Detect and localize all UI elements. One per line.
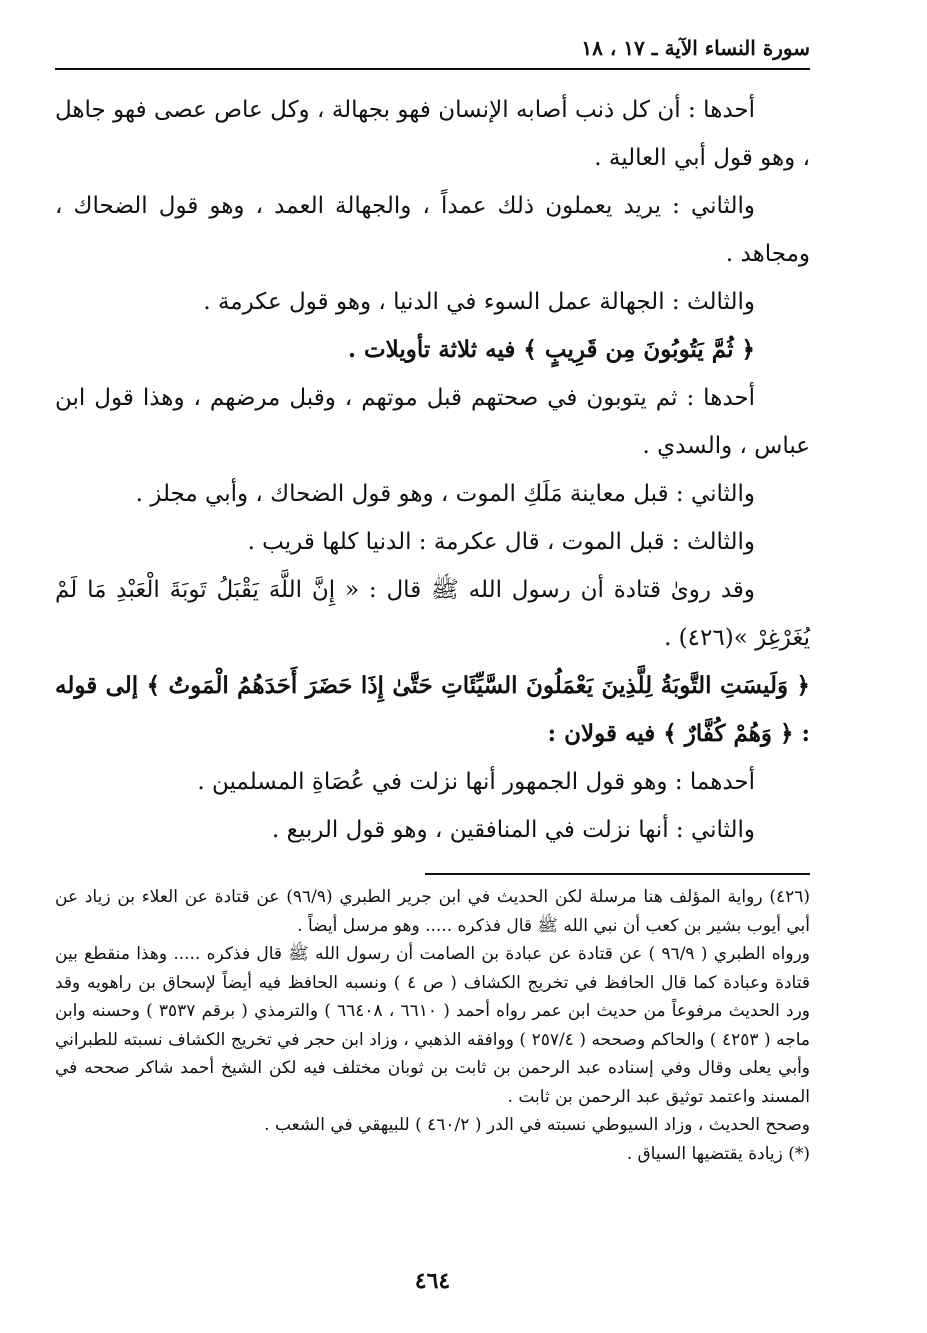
quran-verse-paragraph: ﴿ ثُمَّ يَتُوبُونَ مِن قَرِيبٍ ﴾ فيه ثلاثة تأويلات . [347, 336, 755, 363]
hadith-paragraph: وقد روىٰ قتادة أن رسول الله ﷺ قال : « إِنَّ اللَّهَ يَقْبَلُ تَوبَةَ الْعَبْدِ مَا لَمْ يُغَرْغِرْ »(٤٢٦) . [55, 577, 810, 651]
footnotes [55, 883, 810, 1168]
header-title: سورة النساء الآية ـ ١٧ ، ١٨ [581, 36, 810, 60]
page [55, 28, 810, 1318]
paragraph: والثاني : أنها نزلت في المنافقين ، وهو قول الربيع . [272, 817, 755, 843]
main-text [55, 86, 810, 854]
running-header [55, 28, 810, 70]
footnote-divider [425, 873, 810, 875]
paragraph: أحدها : أن كل ذنب أصابه الإنسان فهو بجهالة ، وكل عاص عصى فهو جاهل ، وهو قول أبي العالية . [55, 97, 810, 171]
footnote-continuation: وصحح الحديث ، وزاد السيوطي نسبته في الدر ( ٤٦٠/٢ ) للبيهقي في الشعب . [264, 1115, 810, 1135]
paragraph: أحدها : ثم يتوبون في صحتهم قبل موتهم ، وقبل مرضهم ، وهذا قول ابن عباس ، والسدي . [55, 385, 810, 459]
footnote-continuation: ورواه الطبري ( ٩٦/٩ ) عن قتادة عن عبادة بن الصامت أن رسول الله ﷺ قال فذكره ..... وهذا منقطع بين قتادة وعبادة كما قال الحافظ في تخريج الكشاف ( ص ٤ ) ونسبه الحافظ فيه أيضاً لإسحاق بن راهويه وقد ورد الحديث مرفوعاً من حديث ابن عمر رواه أحمد ( ٦٦١٠ ، ٦٦٤٠٨ ) والترمذي ( برقم ٣٥٣٧ ) وحسنه وابن ماجه ( ٤٢٥٣ ) والحاكم وصححه ( ٢٥٧/٤ ) ووافقه الذهبي ، وزاد ابن حجر في تخريج الكشاف نسبته للطبراني وأبي يعلى وقال وفي إسناده عبد الرحمن بن ثابت بن ثوبان مختلف فيه لكن الشيخ أحمد شاكر صححه في المسند واعتمد توثيق عبد الرحمن بن ثابت . [55, 944, 810, 1107]
paragraph: أحدهما : وهو قول الجمهور أنها نزلت في عُصَاةِ المسلمين . [197, 769, 755, 795]
page-number: ٤٦٤ [414, 1268, 451, 1294]
paragraph: والثالث : الجهالة عمل السوء في الدنيا ، وهو قول عكرمة . [203, 289, 755, 315]
quran-verse-paragraph: ﴿ وَلَيسَتِ التَّوبَةُ لِلَّذِينَ يَعْمَلُونَ السَّيِّئَاتِ حَتَّىٰ إِذَا حَضَرَ أَحَدَهُمُ الْمَوتُ ﴾ إلى قوله : ﴿ وَهُمْ كُفَّارٌ ﴾ فيه قولان : [55, 672, 810, 747]
paragraph: والثالث : قبل الموت ، قال عكرمة : الدنيا كلها قريب . [247, 529, 755, 555]
paragraph: والثاني : قبل معاينة مَلَكِ الموت ، وهو قول الضحاك ، وأبي مجلز . [135, 481, 755, 507]
footnote-asterisk: (*) زيادة يقتضيها السياق . [626, 1143, 810, 1164]
paragraph: والثاني : يريد يعملون ذلك عمداً ، والجهالة العمد ، وهو قول الضحاك ، ومجاهد . [55, 193, 810, 267]
footnote-426: (٤٢٦) رواية المؤلف هنا مرسلة لكن الحديث في ابن جرير الطبري (٩٦/٩) عن قتادة عن العلاء بن زياد عن أبي أيوب بشير بن كعب أن نبي الله ﷺ قال فذكره ..... وهو مرسل أيضاً . [55, 887, 811, 936]
